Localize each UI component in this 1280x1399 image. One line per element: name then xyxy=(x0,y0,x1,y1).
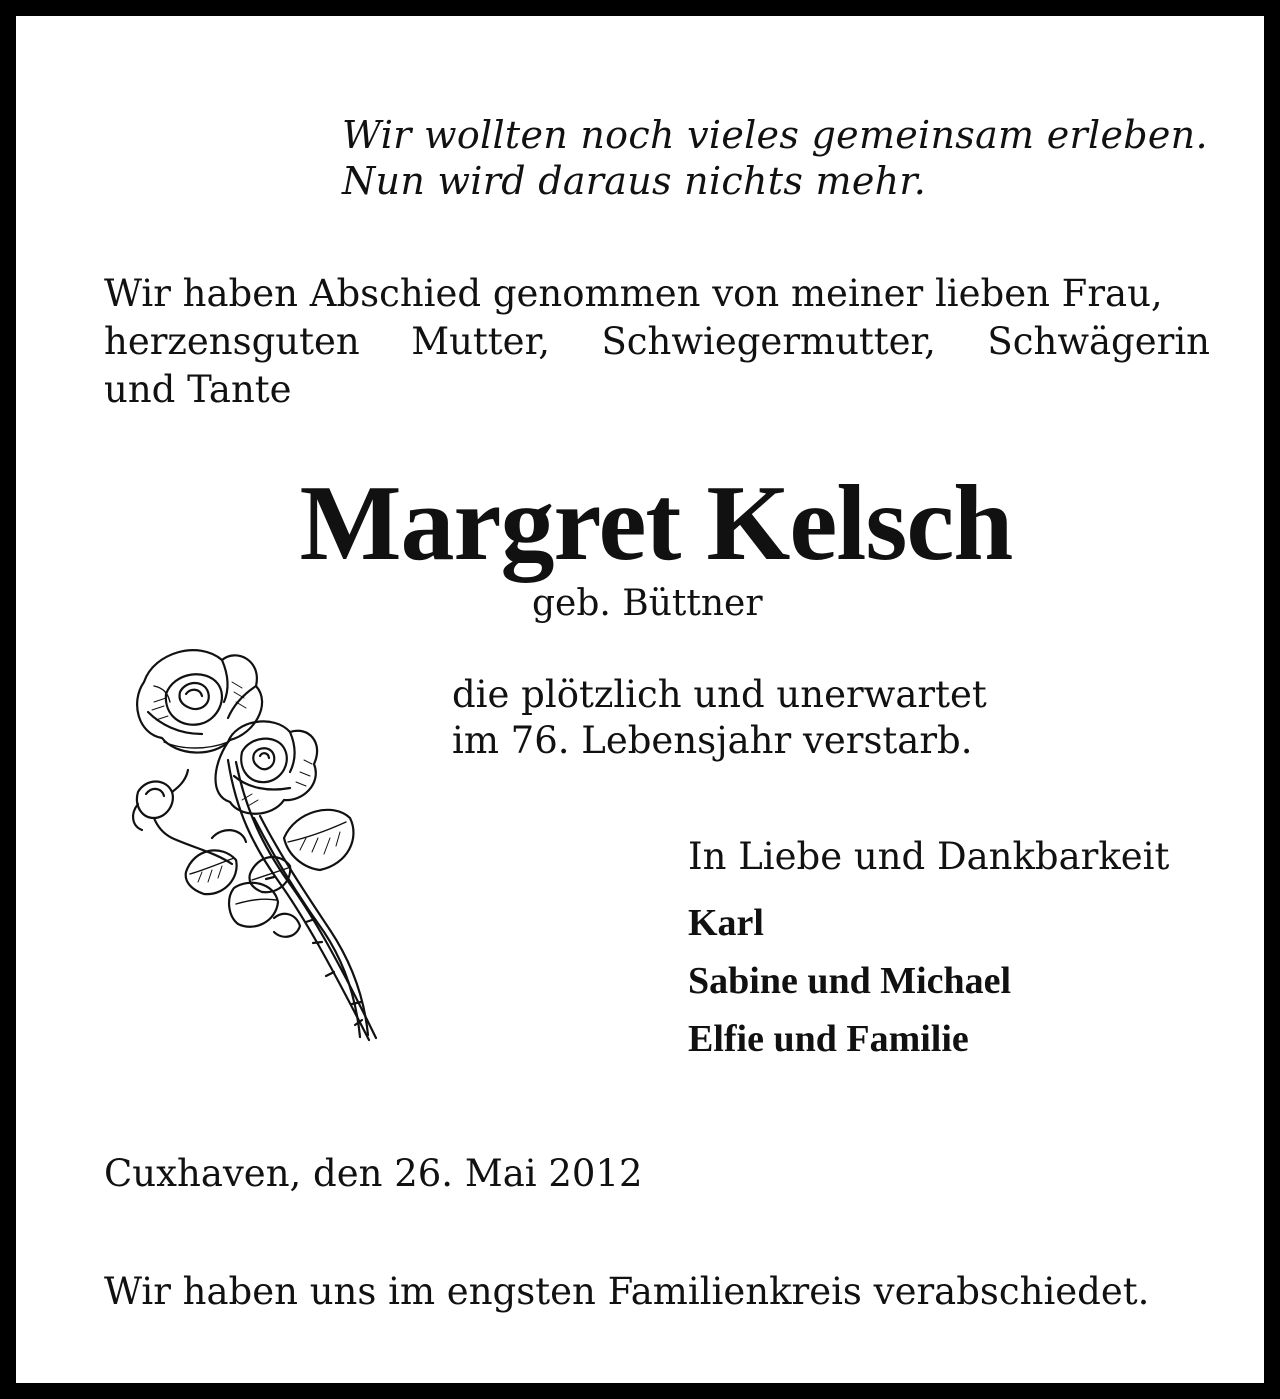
mourners-heading: In Liebe und Dankbarkeit xyxy=(688,835,1170,878)
deceased-name: Margret Kelsch xyxy=(299,464,1013,583)
intro-line-2 xyxy=(104,318,1210,366)
motto-line-1: Wir wollten noch vieles gemeinsam erleben. xyxy=(342,113,1208,157)
intro-word: Schwägerin xyxy=(987,320,1210,363)
motto-line-2: Nun wird daraus nichts mehr. xyxy=(342,159,927,203)
intro-word: herzensguten xyxy=(104,320,360,363)
mourner-name: Sabine und Michael xyxy=(688,960,1012,1002)
rose-illustration-icon xyxy=(124,642,394,1046)
intro-word: Mutter, xyxy=(411,320,550,363)
mourner-name: Elfie und Familie xyxy=(688,1018,969,1060)
mourner-name: Karl xyxy=(688,902,764,944)
intro-word: Schwiegermutter, xyxy=(601,320,936,363)
intro-line-3: und Tante xyxy=(104,368,292,411)
death-notice-line-1: die plötzlich und unerwartet xyxy=(452,673,987,716)
closing-note: Wir haben uns im engsten Familienkreis verabschiedet. xyxy=(104,1270,1150,1313)
place-date: Cuxhaven, den 26. Mai 2012 xyxy=(104,1152,643,1195)
maiden-name: geb. Büttner xyxy=(532,583,763,624)
intro-line-1: Wir haben Abschied genommen von meiner lieben Frau, xyxy=(104,272,1163,315)
death-notice-line-2: im 76. Lebensjahr verstarb. xyxy=(452,719,973,762)
